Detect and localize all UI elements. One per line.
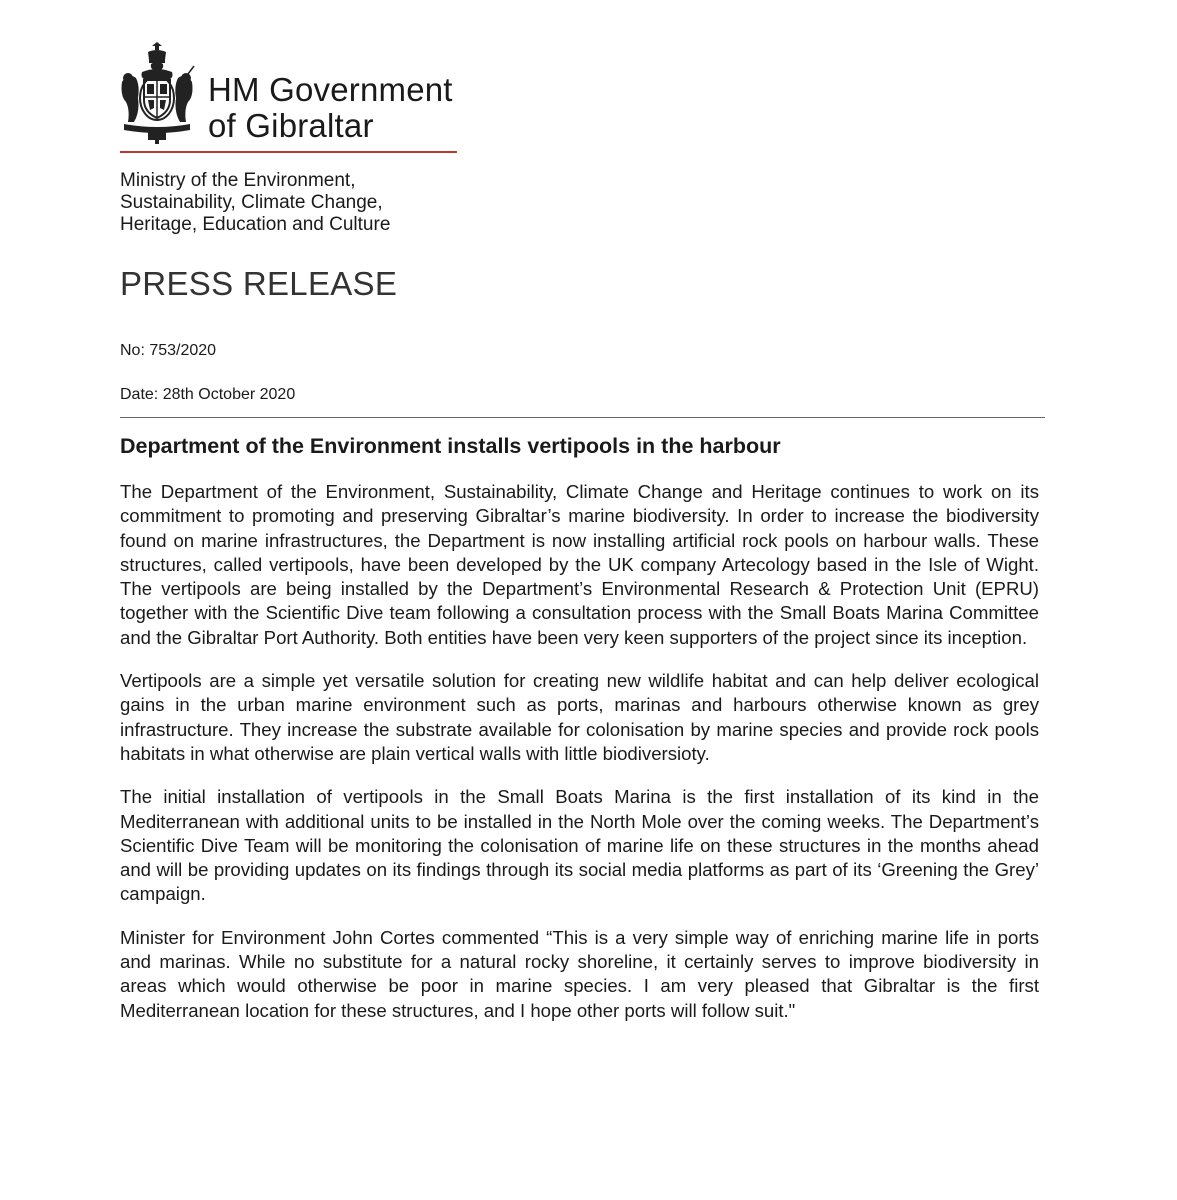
ministry-name-line-3: Heritage, Education and Culture bbox=[120, 214, 391, 235]
body-paragraph: Vertipools are a simple yet versatile solution for creating new wildlife habitat and can help deliver ecological gains in the urban marine environment such as ports, marinas and harbours otherwise known as grey infrastructure. They increase the substrate available for colonisation by marine species and provide rock pools habitats in what otherwise are plain vertical walls with little biodiversioty. bbox=[120, 670, 1039, 764]
ministry-name-line-2: Sustainability, Climate Change, bbox=[120, 192, 383, 213]
ministry-name-line-1: Ministry of the Environment, bbox=[120, 170, 356, 191]
press-release-body bbox=[120, 480, 1039, 1042]
government-name bbox=[208, 72, 453, 144]
press-release-headline: Department of the Environment installs vertipools in the harbour bbox=[120, 434, 781, 458]
coat-of-arms-icon bbox=[118, 42, 196, 144]
document-type-label: PRESS RELEASE bbox=[120, 265, 398, 302]
release-date: Date: 28th October 2020 bbox=[120, 386, 296, 403]
ministry-name bbox=[120, 170, 390, 236]
release-number: No: 753/2020 bbox=[120, 342, 217, 359]
body-paragraph: The Department of the Environment, Sustainability, Climate Change and Heritage continues to work on its commitment to promoting and preserving Gibraltar’s marine biodiversity. In order to increase the biodiversity found on marine infrastructures, the Department is now installing artificial rock pools on harbour walls. These structures, called vertipools, have been developed by the UK company Artecology based in the Isle of Wight. The vertipools are being installed by the Department’s Environmental Research & Protection Unit (EPRU) together with the Scientific Dive team following a consultation process with the Small Boats Marina Committee and the Gibraltar Port Authority. Both entities have been very keen supporters of the project since its inception. bbox=[120, 481, 1039, 648]
body-paragraph: The initial installation of vertipools in the Small Boats Marina is the first installation of its kind in the Mediterranean with additional units to be installed in the North Mole over the coming weeks. The Department’s Scientific Dive Team will be monitoring the colonisation of marine life on these structures in the months ahead and will be providing updates on its findings through its social media platforms as part of its ‘Greening the Grey’ campaign. bbox=[120, 786, 1039, 905]
header-accent-rule bbox=[120, 151, 457, 153]
government-name-line-1: HM Government bbox=[208, 71, 453, 108]
government-name-line-2: of Gibraltar bbox=[208, 107, 374, 144]
body-paragraph: Minister for Environment John Cortes commented “This is a very simple way of enriching marine life in ports and marinas. While no substitute for a natural rocky shoreline, it certainly serves to improve biodiversity in areas which would otherwise be poor in marine species. I am very pleased that Gibraltar is the first Mediterranean location for these structures, and I hope other ports will follow suit." bbox=[120, 926, 1039, 1021]
header-divider bbox=[120, 417, 1045, 418]
